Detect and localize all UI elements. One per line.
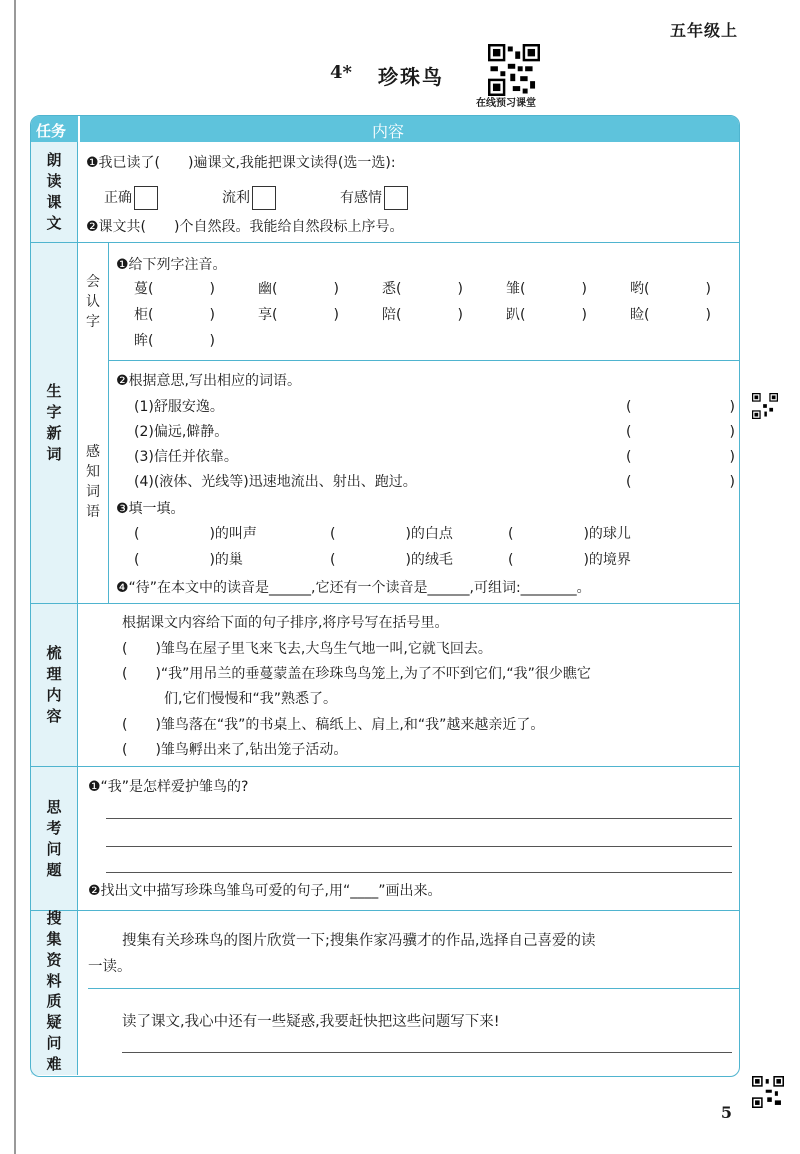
grade-label: 五年级上 [669,21,738,40]
pinyin-item[interactable]: 幽( ) [258,281,339,297]
option-correct: 正确 [104,186,158,210]
header-content: 内容 [372,122,405,141]
think-question-2: ❷找出文中描写珍珠鸟雏鸟可爱的句子,用“____”画出来。 [88,883,442,899]
pinyin-item[interactable]: 趴( ) [506,307,587,323]
qr-code-icon[interactable] [488,44,540,96]
collect-text: 搜集有关珍珠鸟的图片欣赏一下;搜集作家冯骥才的作品,选择自己喜爱的读 [122,933,596,949]
pinyin-item[interactable]: 雏( ) [506,281,587,297]
section-title-question: 质 疑 问 难 [46,992,62,1073]
fill-item[interactable]: ( )的巢 [134,552,243,568]
meaning-item: (4)(液体、光线等)迅速地流出、射出、跑过。 [134,474,417,490]
sort-item[interactable]: ( )“我”用吊兰的垂蔓蒙盖在珍珠鸟鸟笼上,为了不吓到它们,“我”很少瞧它 [122,666,591,682]
option-fluent: 流利 [222,186,276,210]
section-title-think: 思 考 问 题 [46,797,62,879]
meaning-answer[interactable]: ( ) [626,399,735,415]
row-divider [31,766,739,767]
answer-line[interactable] [106,818,732,819]
answer-line[interactable] [122,1052,732,1053]
meaning-item: (3)信任并依靠。 [134,449,238,465]
row-divider [31,910,739,911]
sort-item[interactable]: ( )雏鸟孵出来了,钻出笼子活动。 [122,742,348,758]
lesson-title: 珍珠鸟 [378,65,444,89]
section-title-words: 生 字 新 词 [46,382,62,463]
subsection-recognize: 会 认 字 [86,273,100,330]
qr-code-small-icon[interactable] [752,393,778,419]
fill-item[interactable]: ( )的叫声 [134,526,257,542]
pinyin-item[interactable]: 悉( ) [382,281,463,297]
checkbox-emotion[interactable] [384,186,408,210]
header-task: 任务 [36,122,67,140]
pinyin-item[interactable]: 睑( ) [630,307,711,323]
sort-item[interactable]: ( )雏鸟落在“我”的书桌上、稿纸上、肩上,和“我”越来越亲近了。 [122,717,545,733]
pinyin-item[interactable]: 陪( ) [382,307,463,323]
row-divider [88,988,739,989]
meaning-heading: ❷根据意思,写出相应的词语。 [116,373,302,389]
row-divider [108,360,739,361]
page-binding-edge [14,0,16,1154]
sort-item-continued: 们,它们慢慢和“我”熟悉了。 [122,691,337,707]
subcolumn-divider [108,243,109,604]
fill-item[interactable]: ( )的球儿 [508,526,631,542]
qr-code-footer-icon[interactable] [752,1076,784,1108]
sort-item[interactable]: ( )雏鸟在屋子里飞来飞去,大鸟生气地一叫,它就飞回去。 [122,641,492,657]
fill-item[interactable]: ( )的白点 [330,526,453,542]
collect-text-continued: 一读。 [88,959,132,975]
think-question-1: ❶“我”是怎样爱护雏鸟的? [88,779,249,795]
meaning-answer[interactable]: ( ) [626,424,735,440]
section-title-sort: 梳 理 内 容 [46,644,62,725]
answer-line[interactable] [106,846,732,847]
section-title-collect: 搜 集 资 料 [46,909,62,990]
page-number: 5 [720,1103,732,1122]
fill-heading: ❸填一填。 [116,501,185,517]
question-text: 读了课文,我心中还有一些疑惑,我要赶快把这些问题写下来! [122,1014,500,1030]
meaning-item: (1)舒服安逸。 [134,399,224,415]
pinyin-heading: ❶给下列字注音。 [116,257,227,273]
option-emotion: 有感情 [340,186,408,210]
checkbox-correct[interactable] [134,186,158,210]
meaning-answer[interactable]: ( ) [626,474,735,490]
read-line-2: ❷课文共( )个自然段。我能给自然段标上序号。 [86,219,404,235]
pinyin-item[interactable]: 哟( ) [630,281,711,297]
checkbox-fluent[interactable] [252,186,276,210]
subsection-perceive: 感 知 词 语 [86,444,100,520]
row-divider [31,603,739,604]
read-line-1: ❶我已读了( )遍课文,我能把课文读得(选一选): [86,155,396,171]
meaning-answer[interactable]: ( ) [626,449,735,465]
meaning-item: (2)偏远,僻静。 [134,424,229,440]
section-title-read: 朗 读 课 文 [46,151,62,232]
fill-item[interactable]: ( )的境界 [508,552,631,568]
dai-question[interactable]: ❹“待”在本文中的读音是______,它还有一个读音是______,可组词:________。 [116,580,591,596]
sort-intro: 根据课文内容给下面的句子排序,将序号写在括号里。 [122,615,449,631]
fill-item[interactable]: ( )的绒毛 [330,552,453,568]
lesson-number: 4* [330,62,352,83]
pinyin-item[interactable]: 享( ) [258,307,339,323]
pinyin-item[interactable]: 眸( ) [134,333,215,349]
pinyin-item[interactable]: 蔓( ) [134,281,215,297]
answer-line[interactable] [106,872,732,873]
qr-caption: 在线预习课堂 [476,98,536,109]
row-divider [31,242,739,243]
pinyin-item[interactable]: 柜( ) [134,307,215,323]
